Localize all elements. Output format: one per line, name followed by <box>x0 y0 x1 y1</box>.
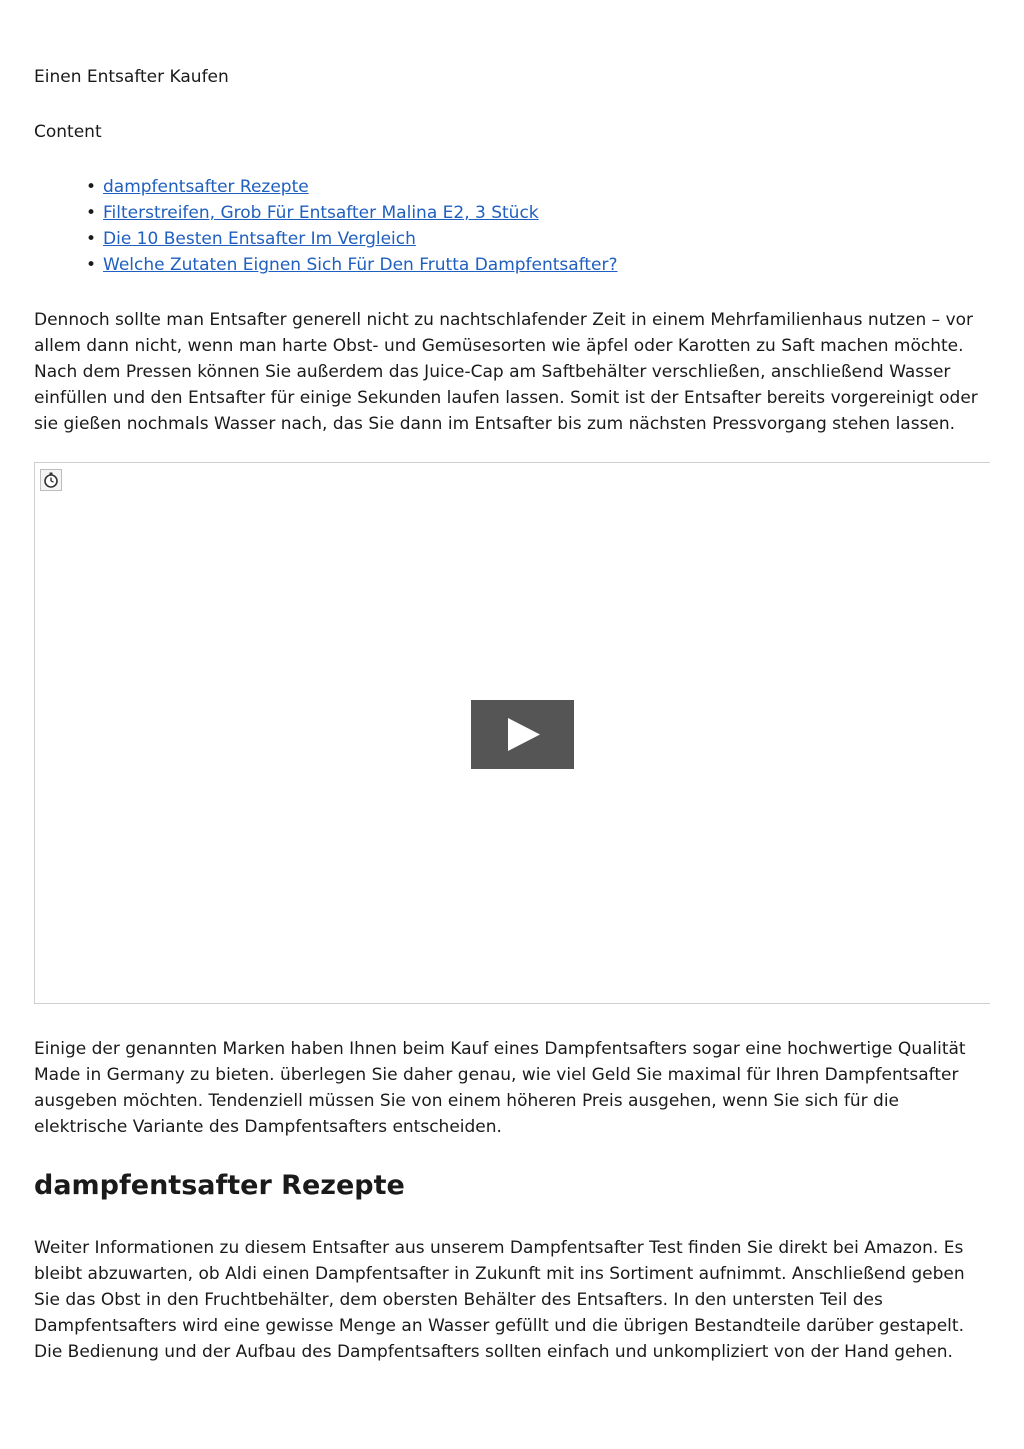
paragraph-intro: Dennoch sollte man Entsafter generell nicht zu nachtschlafender Zeit in einem Mehrfamilienhaus nutzen – vor allem dann nicht, wenn man harte Obst- und Gemüsesorten wie äpfel oder Karotten zu Saft machen möchte. Nach dem Pressen können Sie außerdem das Juice-Cap am Saftbehälter verschließen, anschließend Wasser einfüllen und den Entsafter für einige Sekunden laufen lassen. Somit ist der Entsafter bereits vorgereinigt oder sie gießen nochmals Wasser nach, das Sie dann im Entsafter bis zum nächsten Pressvorgang stehen lassen. <box>34 310 978 434</box>
toc-item <box>86 200 618 226</box>
section-heading: dampfentsafter Rezepte <box>34 1170 405 1201</box>
play-button[interactable] <box>471 700 574 769</box>
toc-item <box>86 226 618 252</box>
play-icon <box>471 700 574 769</box>
toc-link-filterstreifen[interactable]: Filterstreifen, Grob Für Entsafter Malina E2, 3 Stück <box>103 203 539 223</box>
clock-icon[interactable] <box>40 469 62 491</box>
table-of-contents <box>86 174 618 278</box>
video-player[interactable] <box>34 462 990 1004</box>
bullet-icon: • <box>86 177 97 197</box>
toc-link-dampfentsafter-rezepte[interactable]: dampfentsafter Rezepte <box>103 177 309 197</box>
bullet-icon: • <box>86 229 97 249</box>
toc-item <box>86 252 618 278</box>
content-label: Content <box>34 122 102 142</box>
toc-link-welche-zutaten[interactable]: Welche Zutaten Eignen Sich Für Den Frutta Dampfentsafter? <box>103 255 618 275</box>
paragraph-brands: Einige der genannten Marken haben Ihnen beim Kauf eines Dampfentsafters sogar eine hochwertige Qualität Made in Germany zu bieten. überlegen Sie daher genau, wie viel Geld Sie maximal für Ihren Dampfentsafter ausgeben möchten. Tendenziell müssen Sie von einem höheren Preis ausgehen, wenn Sie sich für die elektrische Variante des Dampfentsafters entscheiden. <box>34 1039 966 1137</box>
toc-item <box>86 174 618 200</box>
document-title: Einen Entsafter Kaufen <box>34 67 229 87</box>
paragraph-info: Weiter Informationen zu diesem Entsafter aus unserem Dampfentsafter Test finden Sie direkt bei Amazon. Es bleibt abzuwarten, ob Aldi einen Dampfentsafter in Zukunft mit ins Sortiment aufnimmt. Anschließend geben Sie das Obst in den Fruchtbehälter, dem obersten Behälter des Entsafters. In den untersten Teil des Dampfentsafters wird eine gewisse Menge an Wasser gefüllt und die übrigen Bestandteile darüber gestapelt. Die Bedienung und der Aufbau des Dampfentsafters sollten einfach und unkompliziert von der Hand gehen. <box>34 1238 965 1362</box>
clock-icon-glyph <box>41 470 61 490</box>
toc-link-besten-entsafter[interactable]: Die 10 Besten Entsafter Im Vergleich <box>103 229 416 249</box>
bullet-icon: • <box>86 255 97 275</box>
bullet-icon: • <box>86 203 97 223</box>
